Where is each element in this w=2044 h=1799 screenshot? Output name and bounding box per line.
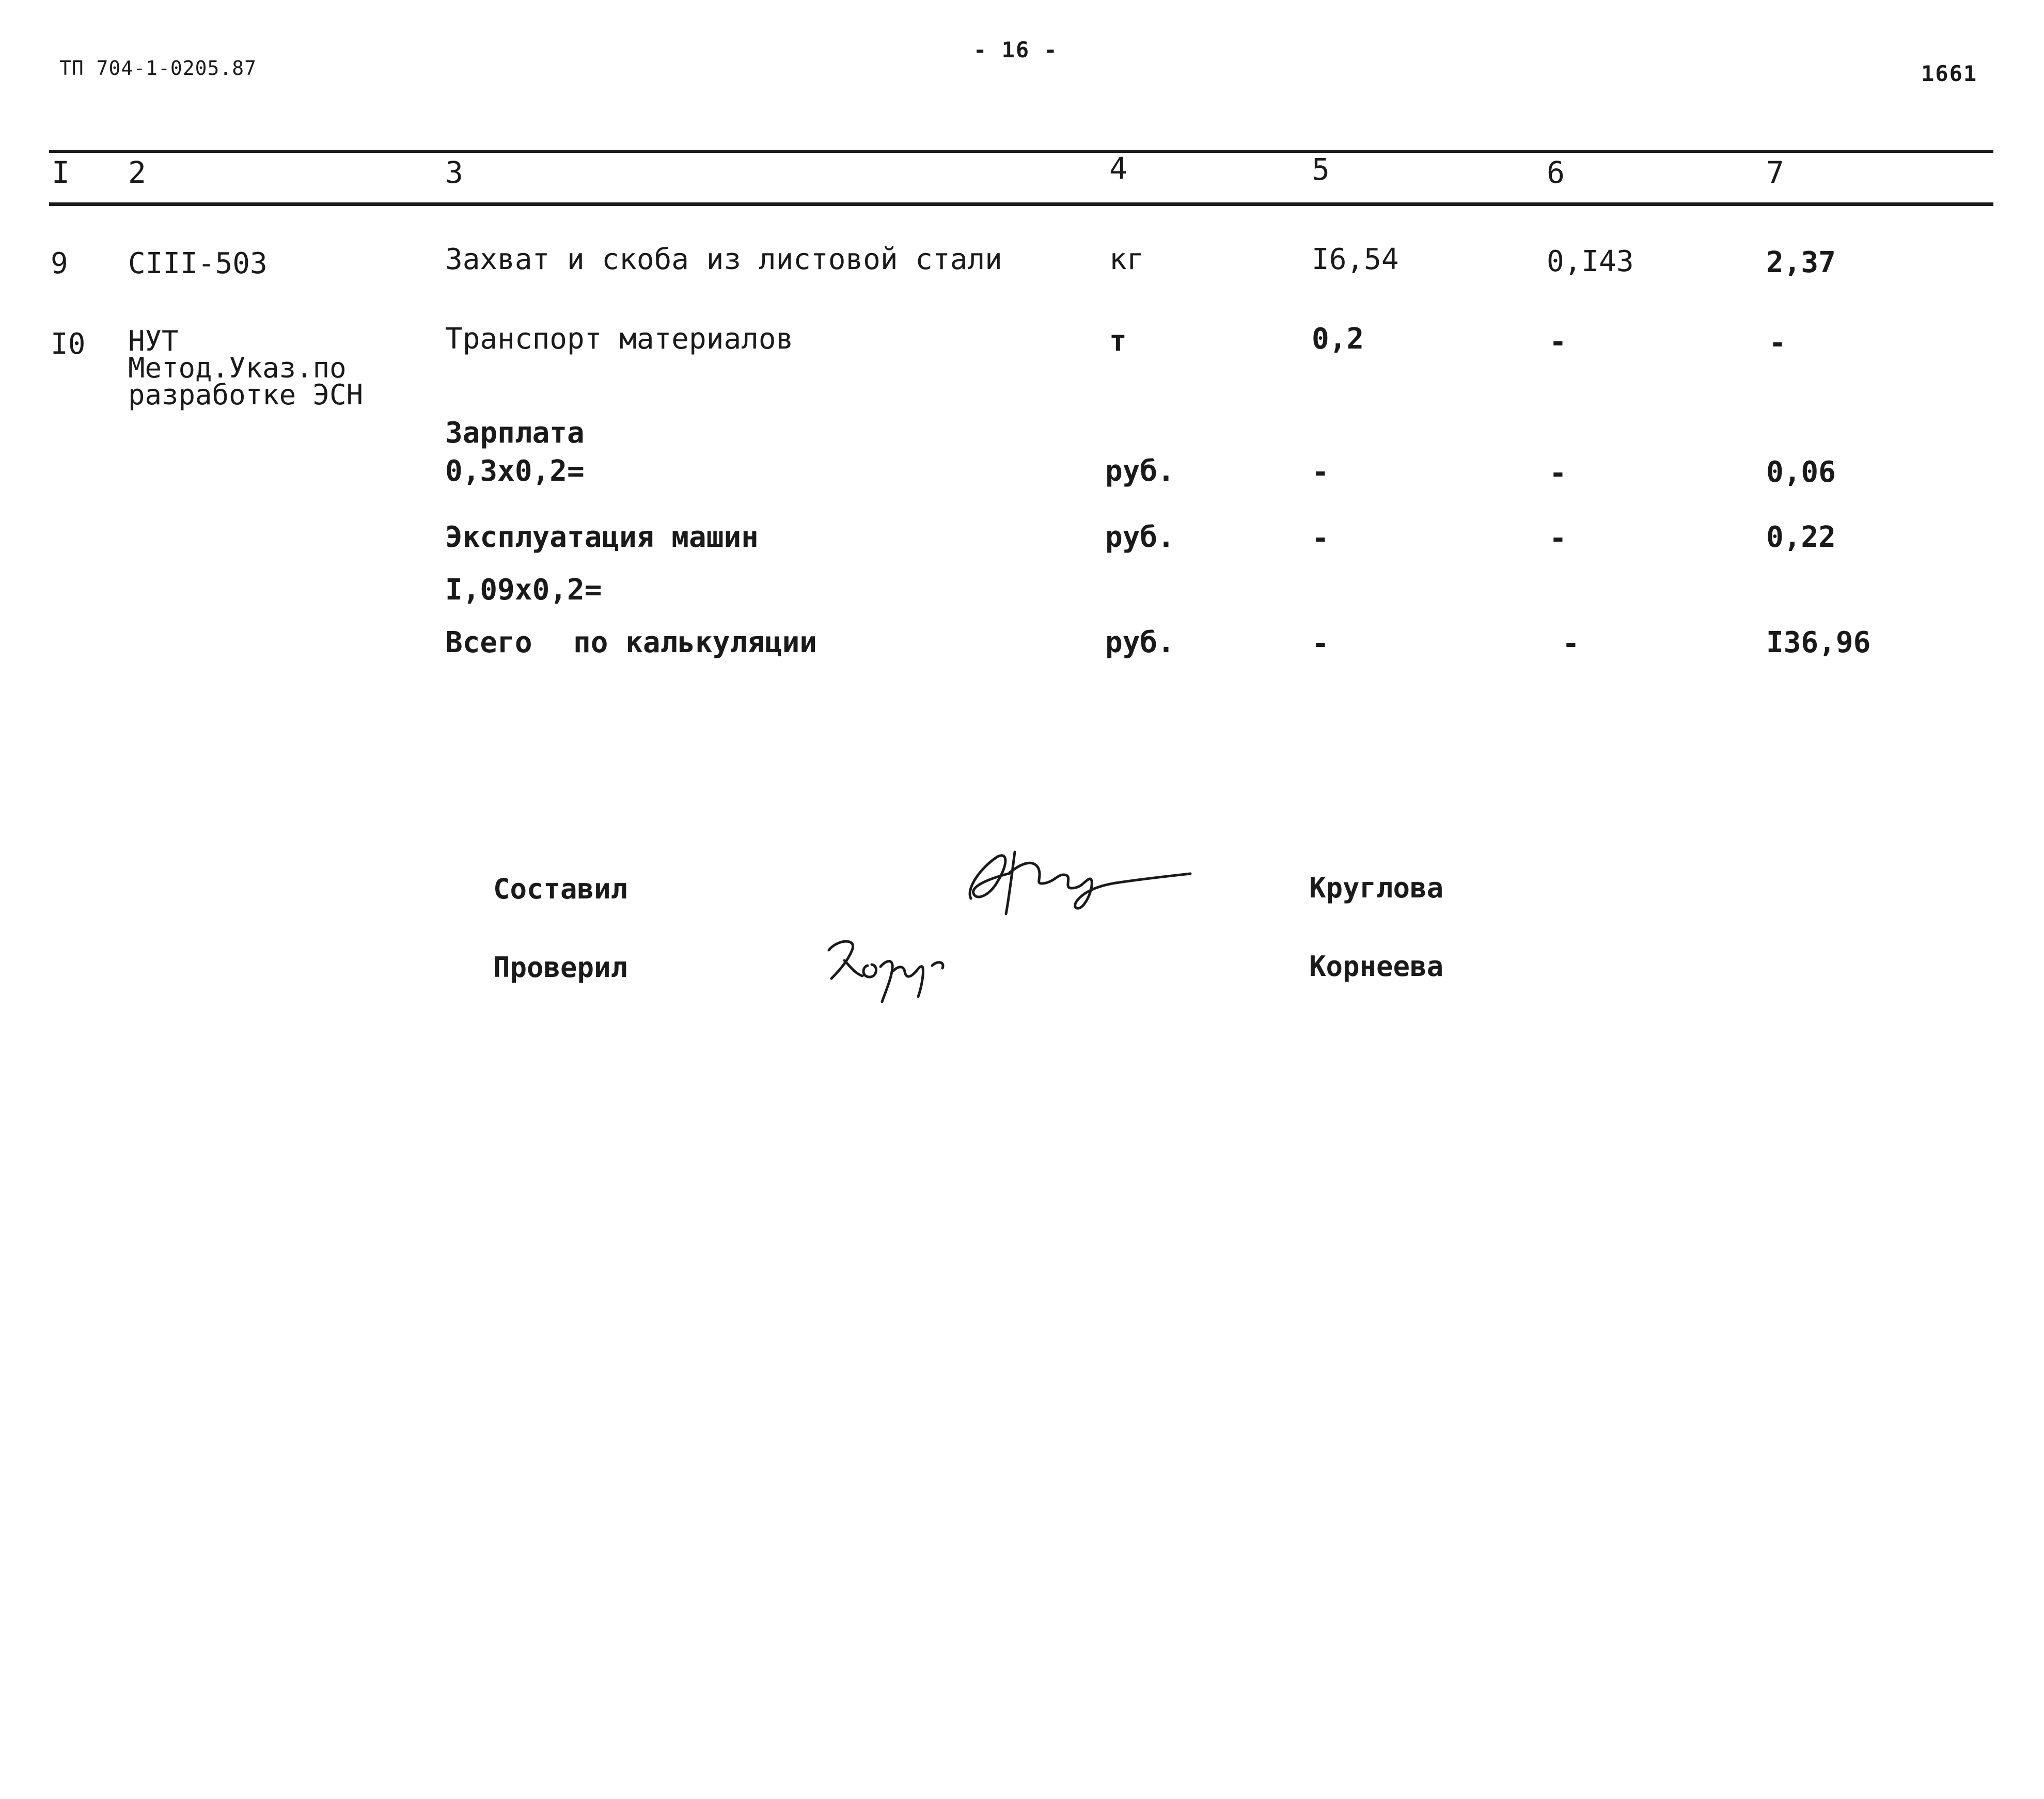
column-number-3: 3 [445,155,463,190]
row-col7: 0,22 [1766,520,1836,554]
total-label: Всего [445,626,532,659]
row-col7: I36,96 [1766,626,1871,659]
row-name-line1: Зарплата [445,416,585,450]
row-col5: I6,54 [1312,243,1399,276]
checked-name: Корнеева [1309,950,1444,983]
row-name-line2: I,09х0,2= [445,573,602,607]
row-col5: - [1312,522,1329,555]
row-col5: 0,2 [1312,322,1364,356]
document-code: ТП 704-1-0205.87 [59,57,257,80]
row-col7: 2,37 [1766,246,1836,279]
row-unit: руб. [1105,454,1175,488]
column-number-7: 7 [1766,155,1784,190]
row-unit: руб. [1105,520,1175,554]
table-header-rule [49,202,1993,206]
row-col6: - [1549,325,1567,359]
row-col6: - [1562,627,1580,660]
column-number-2: 2 [128,155,146,190]
table-top-rule [49,150,1993,153]
row-code-line: разработке ЭСН [128,378,364,411]
row-col6: 0,I43 [1547,245,1634,278]
row-col7: - [1769,326,1786,360]
row-number: I0 [51,327,86,361]
signature-compiled [961,837,1198,924]
compiled-name: Круглова [1309,872,1444,904]
row-unit: руб. [1105,626,1175,659]
sheet-number: 1661 [1921,61,1978,86]
row-col5: - [1312,627,1329,660]
column-number-4: 4 [1109,151,1127,186]
row-name: Транспорт материалов [445,322,794,356]
row-code: СIII-503 [128,247,268,280]
row-col7: 0,06 [1766,455,1836,489]
column-number-6: 6 [1547,155,1565,190]
column-number-1: I [52,155,70,190]
row-col6: - [1549,522,1567,555]
page-marker: - 16 - [973,37,1058,62]
total-label-rest: по калькуляции [573,626,817,659]
row-code-line: НУТ [128,325,179,357]
row-name-line1: Эксплуатация машин [445,520,759,554]
row-name-line2: 0,3х0,2= [445,454,585,488]
row-unit: т [1109,324,1127,358]
row-unit: кг [1109,243,1144,276]
signature-checked [821,929,955,1007]
compiled-label: Составил [493,873,628,905]
checked-label: Проверил [493,951,628,984]
row-code-line: Метод.Указ.по [128,352,347,384]
row-number: 9 [51,247,68,280]
row-col6: - [1549,456,1567,490]
row-name: Захват и скоба из листовой стали [445,243,1002,276]
column-number-5: 5 [1312,152,1330,187]
row-col5: - [1312,455,1329,489]
